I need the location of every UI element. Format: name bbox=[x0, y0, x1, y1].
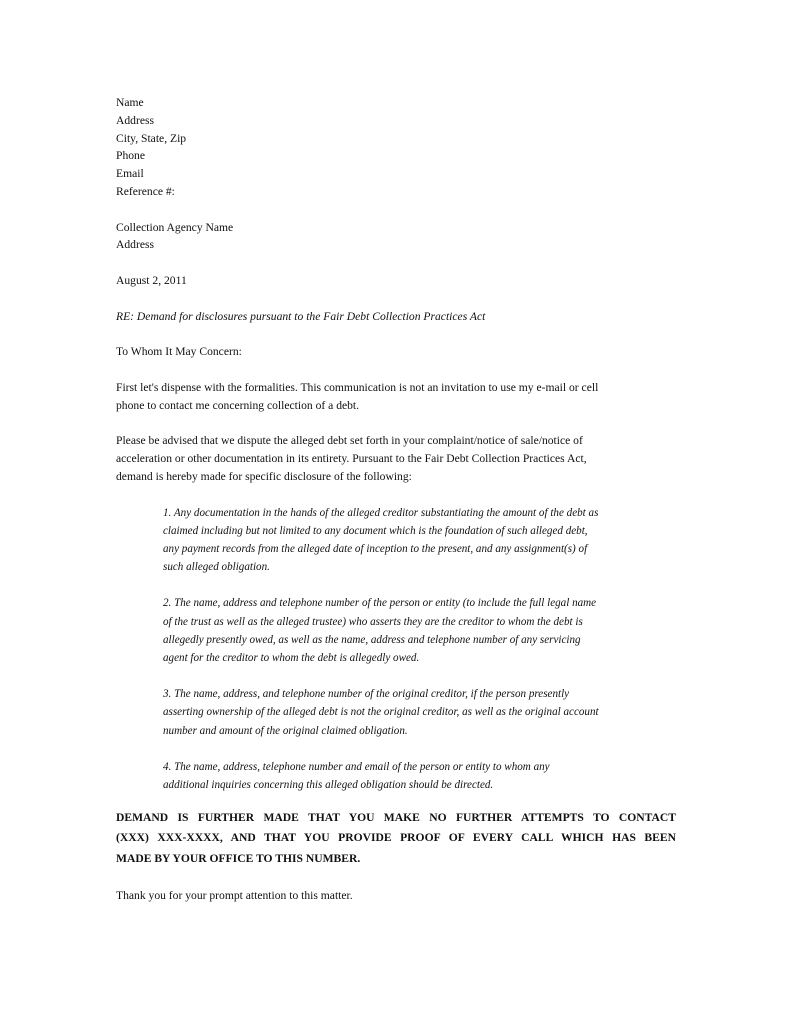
list-item-line: asserting ownership of the alleged debt is not the original creditor, as well as the original account bbox=[163, 706, 599, 719]
demand-line: MADE BY YOUR OFFICE TO THIS NUMBER. bbox=[116, 851, 361, 865]
recipient-address: Address bbox=[116, 238, 154, 252]
paragraph-line: First let's dispense with the formalities. This communication is not an invitation to use my e-mail or cell bbox=[116, 380, 599, 394]
disclosure-item-4 bbox=[163, 758, 676, 794]
list-item-line: 4. The name, address, telephone number and email of the person or entity to whom any bbox=[163, 760, 550, 773]
list-item-line: agent for the creditor to whom the debt is allegedly owed. bbox=[163, 651, 420, 664]
list-item-line: additional inquiries concerning this alleged obligation should be directed. bbox=[163, 778, 494, 791]
paragraph-line: acceleration or other documentation in its entirety. Pursuant to the Fair Debt Collection Practices Act, bbox=[116, 451, 587, 465]
letter-page bbox=[116, 94, 676, 905]
subject-line: RE: Demand for disclosures pursuant to the Fair Debt Collection Practices Act bbox=[116, 309, 486, 323]
sender-phone: Phone bbox=[116, 149, 145, 163]
paragraph-dispute bbox=[116, 432, 676, 485]
list-item-line: any payment records from the alleged date of inception to the present, and any assignment(s) of bbox=[163, 542, 588, 555]
demand-line: (XXX) XXX-XXXX, AND THAT YOU PROVIDE PROOF OF EVERY CALL WHICH HAS BEEN bbox=[116, 831, 676, 845]
list-item-line: number and amount of the original claimed obligation. bbox=[163, 724, 408, 737]
sender-email: Email bbox=[116, 167, 144, 181]
list-item-line: allegedly presently owed, as well as the name, address and telephone number of any servicing bbox=[163, 633, 581, 646]
letter-date: August 2, 2011 bbox=[116, 273, 187, 287]
sender-reference: Reference #: bbox=[116, 184, 175, 198]
list-item-line: of the trust as well as the alleged trustee) who asserts they are the creditor to whom the debt is bbox=[163, 615, 583, 628]
demand-line: DEMAND IS FURTHER MADE THAT YOU MAKE NO FURTHER ATTEMPTS TO CONTACT bbox=[116, 811, 676, 825]
list-item-line: claimed including but not limited to any document which is the foundation of such alleged debt, bbox=[163, 524, 588, 537]
list-item-line: 3. The name, address, and telephone number of the original creditor, if the person presently bbox=[163, 688, 570, 701]
list-item-line: such alleged obligation. bbox=[163, 561, 270, 574]
salutation: To Whom It May Concern: bbox=[116, 345, 242, 359]
sender-city-state-zip: City, State, Zip bbox=[116, 131, 187, 145]
paragraph-formalities bbox=[116, 379, 676, 415]
disclosure-item-2 bbox=[163, 594, 676, 667]
sender-block bbox=[116, 94, 676, 201]
recipient-block bbox=[116, 219, 676, 255]
paragraph-line: demand is hereby made for specific disclosure of the following: bbox=[116, 469, 412, 483]
list-item-line: 1. Any documentation in the hands of the alleged creditor substantiating the amount of the debt as bbox=[163, 506, 599, 519]
closing-line: Thank you for your prompt attention to this matter. bbox=[116, 889, 353, 903]
paragraph-line: phone to contact me concerning collection of a debt. bbox=[116, 398, 360, 412]
disclosure-list bbox=[163, 504, 676, 795]
sender-address: Address bbox=[116, 113, 154, 127]
list-item-line: 2. The name, address and telephone number of the person or entity (to include the full legal name bbox=[163, 597, 597, 610]
disclosure-item-1 bbox=[163, 504, 676, 577]
disclosure-item-3 bbox=[163, 685, 676, 740]
paragraph-line: Please be advised that we dispute the alleged debt set forth in your complaint/notice of sale/notice of bbox=[116, 434, 583, 448]
demand-paragraph bbox=[116, 808, 676, 869]
recipient-name: Collection Agency Name bbox=[116, 220, 234, 234]
sender-name: Name bbox=[116, 96, 144, 109]
